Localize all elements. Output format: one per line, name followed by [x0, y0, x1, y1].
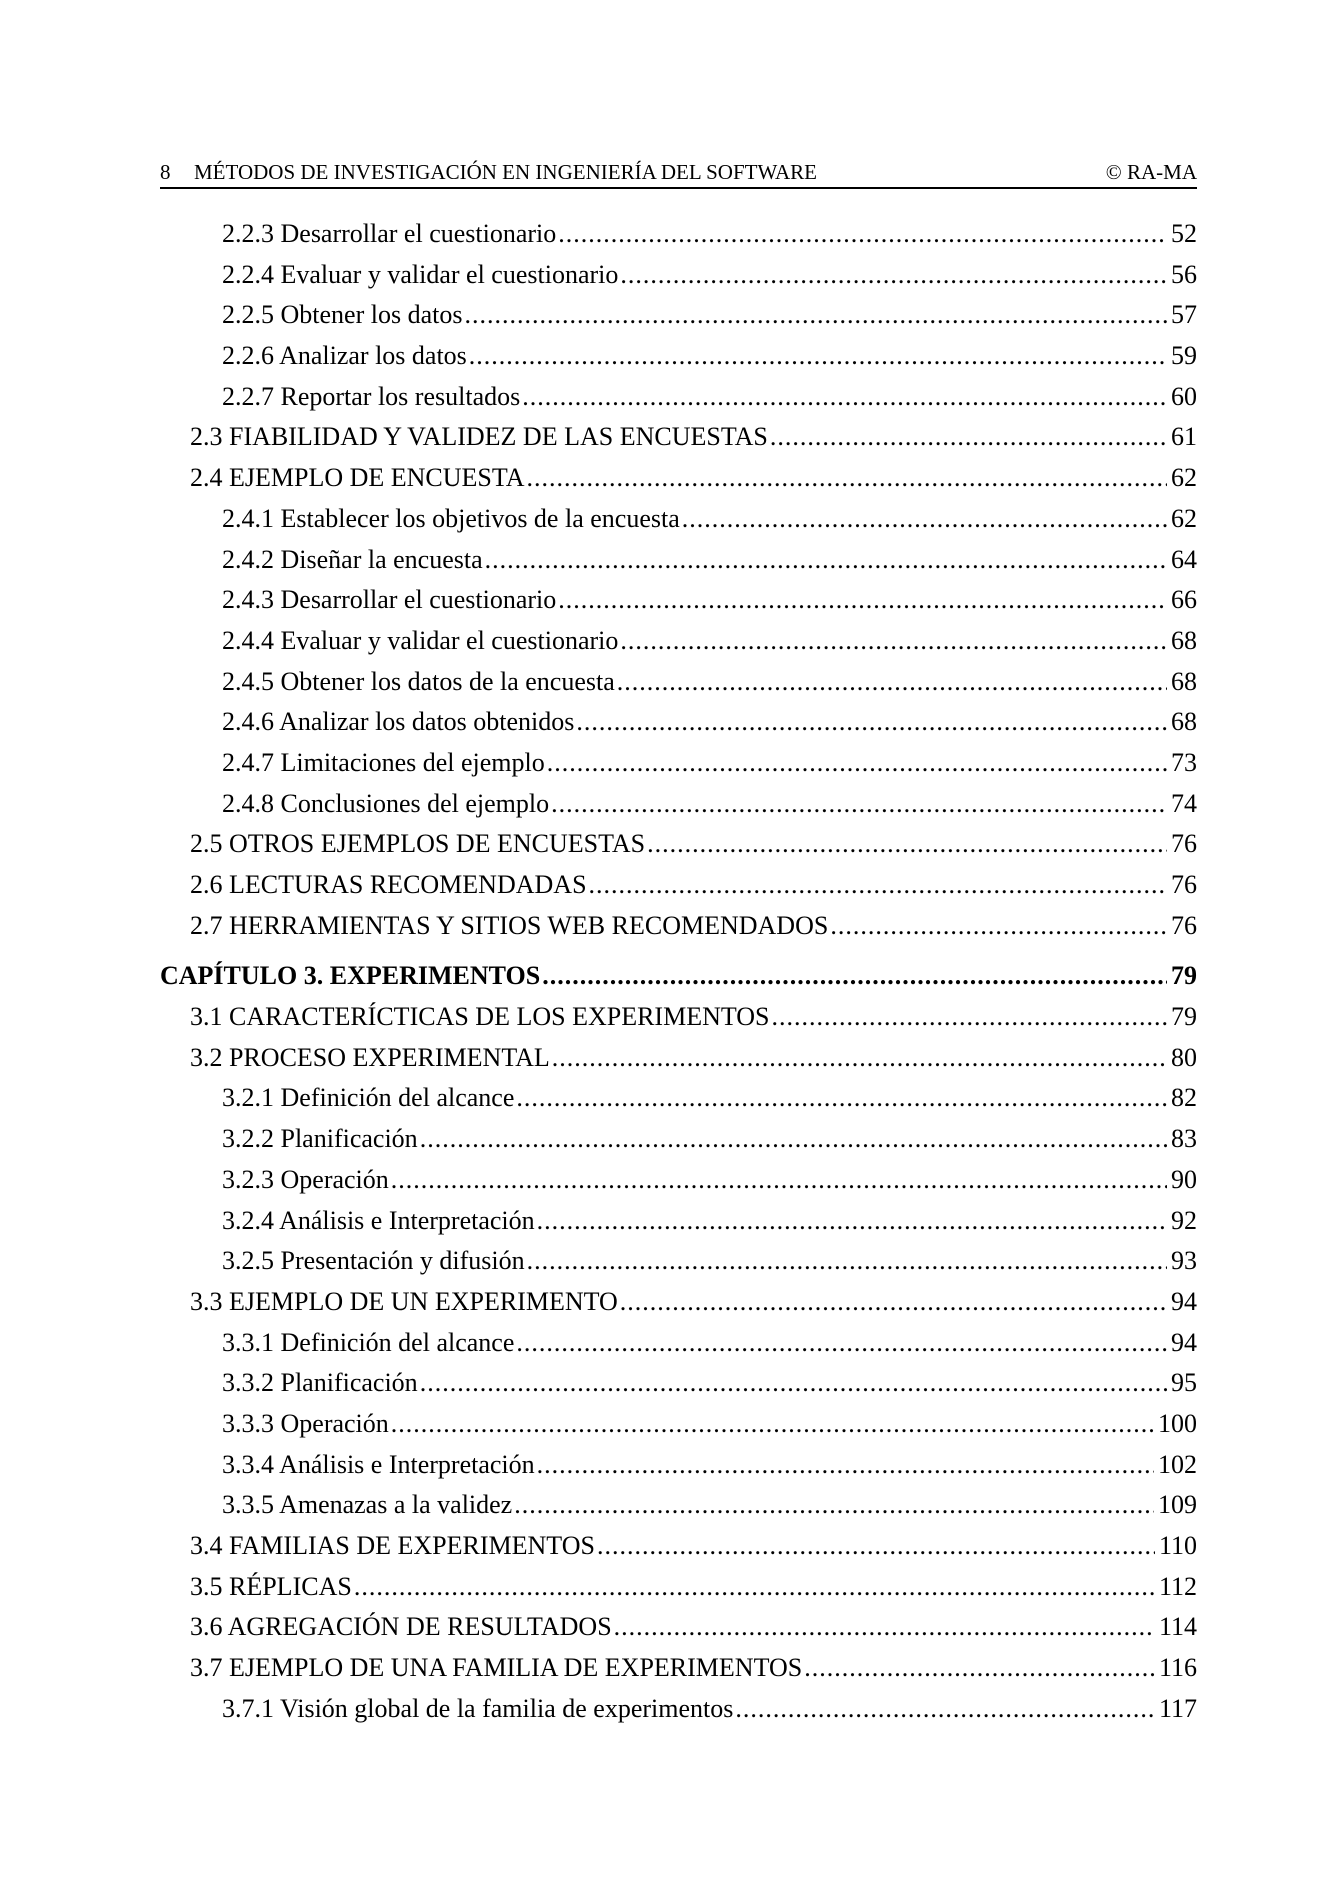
toc-entry-label: 2.2.3 Desarrollar el cuestionario — [222, 219, 557, 248]
dot-leader — [469, 336, 1167, 377]
toc-entry-label: 3.7.1 Visión global de la familia de experimentos — [222, 1693, 734, 1723]
toc-entry-page: 79 — [1171, 1002, 1197, 1032]
toc-entry-page: 79 — [1171, 961, 1197, 991]
toc-entry-label: 3.6 AGREGACIÓN DE RESULTADOS — [190, 1612, 612, 1642]
dot-leader — [772, 997, 1167, 1038]
dot-leader — [537, 1201, 1167, 1242]
dot-leader — [620, 621, 1167, 662]
header-page-number: 8 — [160, 160, 171, 184]
toc-entry-label: 3.2.2 Planificación — [222, 1124, 418, 1154]
toc-entry — [160, 906, 1197, 947]
dot-leader — [354, 1567, 1155, 1608]
toc-entry — [160, 417, 1197, 458]
toc-entry — [160, 336, 1197, 377]
toc-entry-page: 102 — [1158, 1449, 1197, 1479]
toc-entry-label: 2.4 EJEMPLO DE ENCUESTA — [190, 463, 525, 493]
toc-entry-label: 2.4.5 Obtener los datos de la encuesta — [222, 666, 615, 696]
toc-entry — [160, 580, 1197, 621]
toc-entry-page: 64 — [1171, 544, 1197, 574]
dot-leader — [551, 784, 1167, 825]
dot-leader — [527, 1241, 1167, 1282]
toc-entry-page: 109 — [1158, 1490, 1197, 1520]
toc-entry-label: 2.4.7 Limitaciones del ejemplo — [222, 747, 545, 777]
dot-leader — [391, 1160, 1167, 1201]
dot-leader — [542, 956, 1167, 997]
toc-entry-page: 93 — [1171, 1246, 1197, 1276]
toc-entry-label: 3.4 FAMILIAS DE EXPERIMENTOS — [190, 1531, 595, 1560]
dot-leader — [620, 255, 1167, 296]
toc-entry — [160, 865, 1197, 906]
toc-entry-page: 62 — [1171, 463, 1197, 493]
toc-entry-label: 3.2.3 Operación — [222, 1164, 389, 1194]
dot-leader — [522, 377, 1167, 418]
running-header — [160, 157, 1197, 189]
toc-entry-label: 2.2.4 Evaluar y validar el cuestionario — [222, 259, 619, 289]
dot-leader — [589, 865, 1167, 906]
toc-entry — [160, 743, 1197, 784]
toc-entry-page: 68 — [1171, 625, 1197, 655]
toc-entry — [160, 1323, 1197, 1364]
toc-entry-label: 3.7 EJEMPLO DE UNA FAMILIA DE EXPERIMENTOS — [190, 1653, 803, 1683]
toc-entry-page: 92 — [1171, 1205, 1197, 1235]
table-of-contents — [160, 214, 1197, 1729]
toc-entry-label: 2.5 OTROS EJEMPLOS DE ENCUESTAS — [190, 829, 646, 859]
dot-leader — [735, 1689, 1155, 1730]
dot-leader — [552, 1038, 1167, 1079]
toc-entry-label: 3.3.1 Definición del alcance — [222, 1327, 515, 1357]
toc-entry-page: 68 — [1171, 707, 1197, 737]
toc-entry — [160, 1526, 1197, 1567]
toc-entry-page: 57 — [1171, 300, 1197, 330]
toc-entry-label: 3.3.3 Operación — [222, 1408, 389, 1438]
toc-entry — [160, 824, 1197, 865]
toc-entry-page: 90 — [1171, 1164, 1197, 1194]
toc-entry-page: 76 — [1171, 870, 1197, 899]
dot-leader — [516, 1078, 1167, 1119]
toc-entry-page: 116 — [1158, 1653, 1197, 1683]
dot-leader — [770, 417, 1167, 458]
toc-entry — [160, 662, 1197, 703]
dot-leader — [558, 214, 1167, 255]
toc-entry — [160, 1119, 1197, 1160]
dot-leader — [682, 499, 1167, 540]
toc-entry-page: 112 — [1158, 1571, 1197, 1601]
dot-leader — [420, 1363, 1167, 1404]
toc-entry — [160, 1241, 1197, 1282]
toc-entry — [160, 1201, 1197, 1242]
toc-entry — [160, 540, 1197, 581]
toc-entry-label: 3.3.4 Análisis e Interpretación — [222, 1449, 535, 1479]
dot-leader — [804, 1648, 1155, 1689]
toc-entry-label: 2.2.5 Obtener los datos — [222, 300, 463, 330]
toc-entry — [160, 214, 1197, 255]
toc-entry-label: 2.4.1 Establecer los objetivos de la encuesta — [222, 503, 680, 533]
toc-entry — [160, 784, 1197, 825]
dot-leader — [420, 1119, 1167, 1160]
toc-entry-page: 52 — [1171, 219, 1197, 248]
toc-entry-label: 3.3.5 Amenazas a la validez — [222, 1490, 513, 1520]
toc-entry-label: 2.7 HERRAMIENTAS Y SITIOS WEB RECOMENDADOS — [190, 910, 829, 940]
toc-entry-page: 59 — [1171, 341, 1197, 371]
header-publisher: © RA-MA — [1105, 160, 1197, 184]
toc-entry — [160, 255, 1197, 296]
toc-entry-page: 114 — [1158, 1612, 1197, 1642]
toc-entry-page: 76 — [1171, 910, 1197, 940]
toc-entry-page: 100 — [1158, 1408, 1197, 1438]
toc-entry-page: 117 — [1158, 1693, 1197, 1723]
toc-entry-page: 110 — [1158, 1531, 1197, 1560]
toc-entry — [160, 1567, 1197, 1608]
toc-entry-label: 3.3 EJEMPLO DE UN EXPERIMENTO — [190, 1286, 618, 1316]
toc-entry-label: 2.4.6 Analizar los datos obtenidos — [222, 707, 575, 737]
toc-entry — [160, 295, 1197, 336]
dot-leader — [526, 458, 1167, 499]
toc-entry-page: 66 — [1171, 585, 1197, 615]
dot-leader — [391, 1404, 1154, 1445]
toc-entry-page: 83 — [1171, 1124, 1197, 1154]
dot-leader — [485, 540, 1167, 581]
toc-entry-page: 56 — [1171, 259, 1197, 289]
toc-entry-label: 3.2.4 Análisis e Interpretación — [222, 1205, 535, 1235]
toc-entry — [160, 1445, 1197, 1486]
toc-entry-page: 68 — [1171, 666, 1197, 696]
toc-entry-page: 94 — [1171, 1327, 1197, 1357]
dot-leader — [537, 1445, 1154, 1486]
toc-entry — [160, 1607, 1197, 1648]
toc-entry — [160, 621, 1197, 662]
dot-leader — [614, 1607, 1155, 1648]
dot-leader — [830, 906, 1167, 947]
toc-entry — [160, 1282, 1197, 1323]
toc-entry — [160, 377, 1197, 418]
dot-leader — [597, 1526, 1155, 1567]
toc-entry — [160, 1038, 1197, 1079]
toc-entry-label: 3.2 PROCESO EXPERIMENTAL — [190, 1042, 550, 1072]
toc-entry-page: 73 — [1171, 747, 1197, 777]
toc-entry-label: 3.2.1 Definición del alcance — [222, 1083, 515, 1113]
toc-entry-page: 60 — [1171, 381, 1197, 411]
dot-leader — [620, 1282, 1167, 1323]
dot-leader — [617, 662, 1167, 703]
dot-leader — [547, 743, 1167, 784]
header-book-title: MÉTODOS DE INVESTIGACIÓN EN INGENIERÍA DEL SOFTWARE — [194, 160, 817, 184]
dot-leader — [514, 1485, 1154, 1526]
toc-entry — [160, 997, 1197, 1038]
toc-entry-page: 80 — [1171, 1042, 1197, 1072]
toc-entry-label: 2.6 LECTURAS RECOMENDADAS — [190, 870, 587, 899]
toc-entry — [160, 499, 1197, 540]
toc-entry-page: 74 — [1171, 788, 1197, 818]
toc-entry-page: 61 — [1171, 422, 1197, 452]
toc-entry-label: 3.3.2 Planificación — [222, 1368, 418, 1398]
toc-entry-label: 2.4.8 Conclusiones del ejemplo — [222, 788, 550, 818]
toc-entry-label: 2.4.3 Desarrollar el cuestionario — [222, 585, 557, 615]
toc-entry-label: CAPÍTULO 3. EXPERIMENTOS — [160, 961, 541, 991]
dot-leader — [576, 702, 1167, 743]
toc-entry — [160, 1078, 1197, 1119]
toc-entry — [160, 1363, 1197, 1404]
dot-leader — [647, 824, 1167, 865]
dot-leader — [558, 580, 1167, 621]
toc-entry — [160, 1160, 1197, 1201]
toc-entry-page: 94 — [1171, 1286, 1197, 1316]
toc-entry-label: 3.5 RÉPLICAS — [190, 1571, 352, 1601]
toc-entry-page: 62 — [1171, 503, 1197, 533]
toc-entry — [160, 458, 1197, 499]
dot-leader — [516, 1323, 1167, 1364]
toc-entry-page: 76 — [1171, 829, 1197, 859]
toc-entry-label: 2.4.4 Evaluar y validar el cuestionario — [222, 625, 619, 655]
toc-entry — [160, 1648, 1197, 1689]
dot-leader — [464, 295, 1167, 336]
toc-chapter-entry — [160, 956, 1197, 997]
toc-entry-label: 3.2.5 Presentación y difusión — [222, 1246, 525, 1276]
toc-entry-label: 2.2.6 Analizar los datos — [222, 341, 467, 371]
toc-entry-page: 95 — [1171, 1368, 1197, 1398]
toc-entry-label: 2.4.2 Diseñar la encuesta — [222, 544, 483, 574]
toc-entry — [160, 1485, 1197, 1526]
toc-entry-label: 2.2.7 Reportar los resultados — [222, 381, 521, 411]
toc-entry-label: 3.1 CARACTERÍCTICAS DE LOS EXPERIMENTOS — [190, 1002, 770, 1032]
toc-entry — [160, 1404, 1197, 1445]
toc-entry-page: 82 — [1171, 1083, 1197, 1113]
toc-entry — [160, 1689, 1197, 1730]
toc-entry — [160, 702, 1197, 743]
toc-entry-label: 2.3 FIABILIDAD Y VALIDEZ DE LAS ENCUESTAS — [190, 422, 768, 452]
